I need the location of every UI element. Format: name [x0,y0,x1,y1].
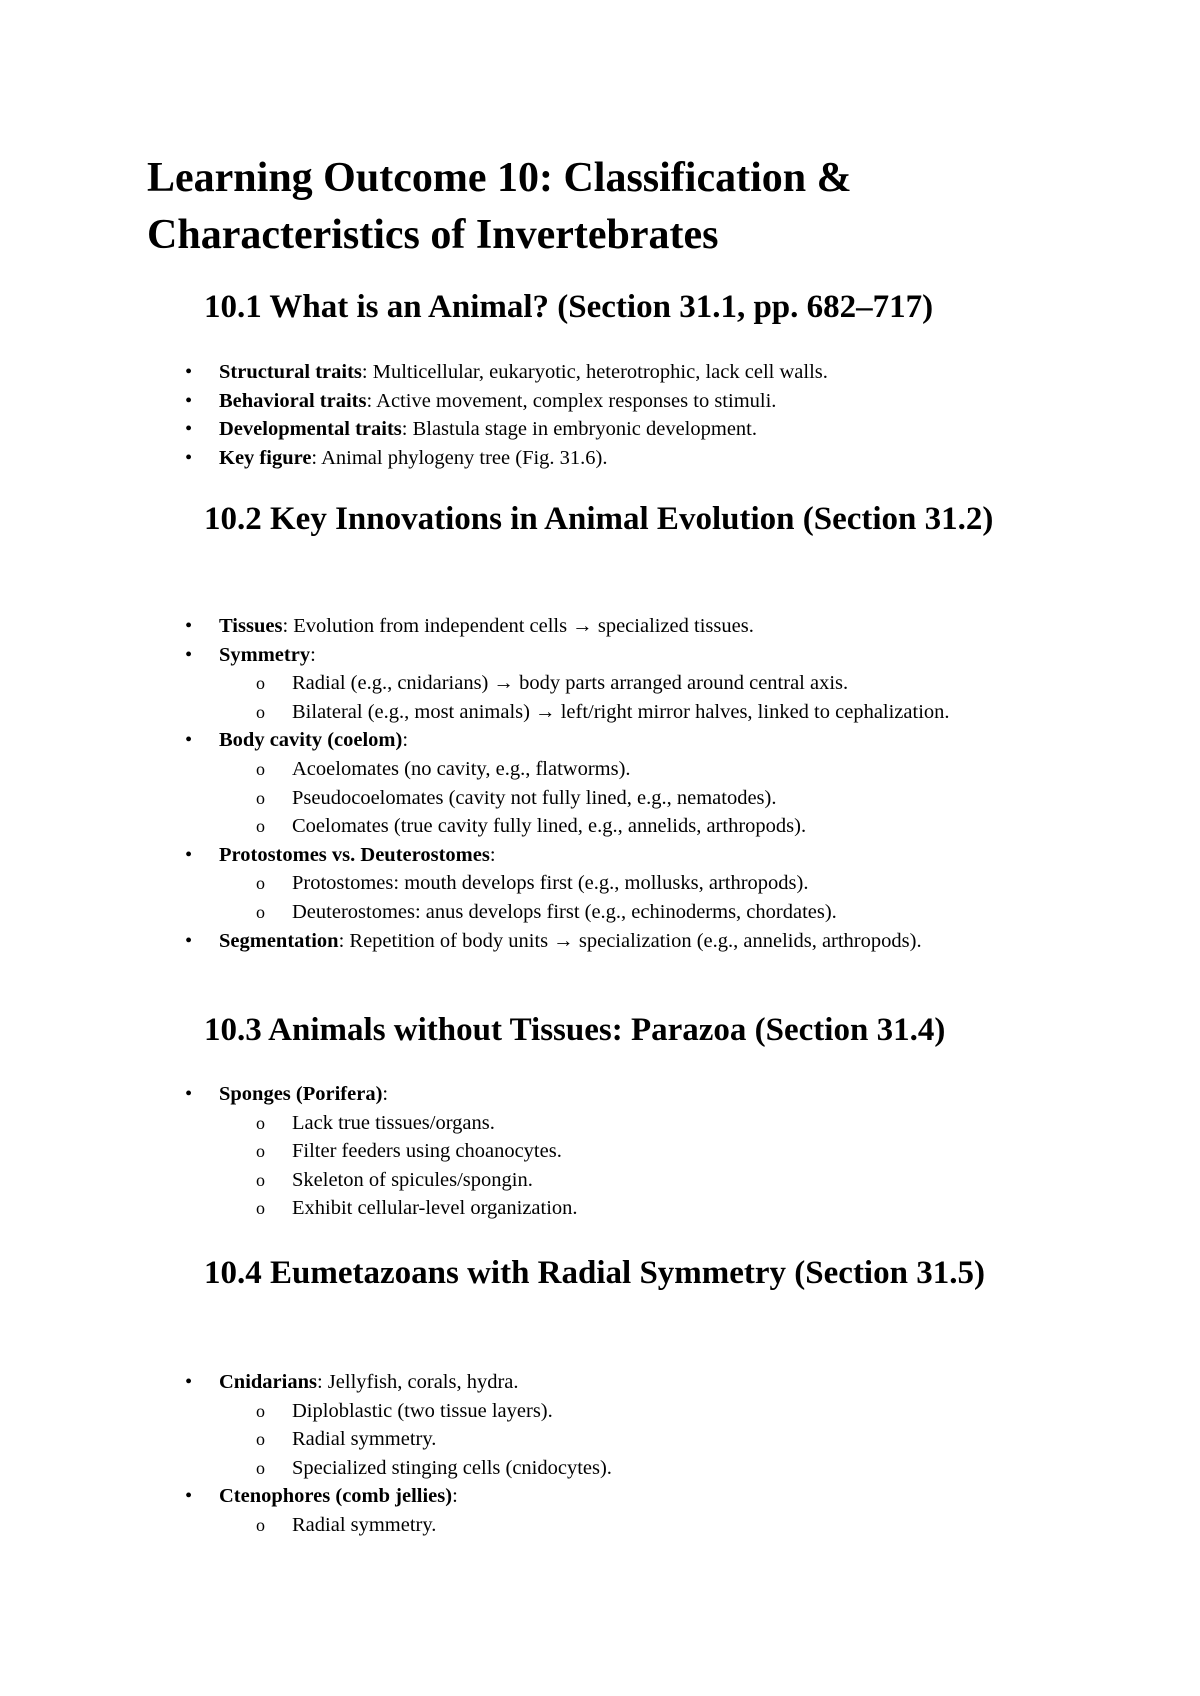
item-text: : [489,843,496,866]
sub-list [219,669,1120,726]
section-list-10-2 [0,612,1120,955]
item-text: : Animal phylogeny tree (Fig. 31.6). [311,446,608,469]
sub-list-item: o Filter feeders using choanocytes. [292,1137,1120,1166]
list-item [0,927,1120,956]
list-item [0,1368,1120,1482]
sub-list-item: o Deuterostomes: anus develops first (e.g., echinoderms, chordates). [292,898,1120,927]
section-heading-10-4: 10.4 Eumetazoans with Radial Symmetry (Section 31.5) [204,1255,985,1291]
item-text: : [452,1485,458,1508]
item-label: Key figure [219,446,312,469]
sub-list-item: o Acoelomates (no cavity, e.g., flatworms). [292,755,1120,784]
item-text: : Multicellular, eukaryotic, heterotrophic, lack cell walls. [361,361,828,383]
item-label: Segmentation [219,929,339,952]
list-item [0,444,1120,473]
sub-list-item: o Exhibit cellular-level organization. [292,1194,1120,1223]
item-label: Behavioral traits [219,389,367,412]
list-item [0,415,1120,444]
sub-list-item: o Specialized stinging cells (cnidocytes). [292,1454,1120,1483]
section-heading-10-2: 10.2 Key Innovations in Animal Evolution (Section 31.2) [204,501,994,537]
item-label: Body cavity (coelom) [219,729,403,752]
sub-list-item: o Protostomes: mouth develops first (e.g., mollusks, arthropods). [292,869,1120,898]
sub-list [219,755,1120,841]
section-list-10-4 [0,1368,1120,1540]
item-text: : Active movement, complex responses to stimuli. [366,389,777,412]
item-label: Tissues [219,615,283,637]
item-text: : [382,1083,389,1105]
list-item [0,726,1120,840]
section-list-10-3 [0,1080,1120,1223]
sub-list-item: o Diploblastic (two tissue layers). [292,1397,1120,1426]
document-title: Learning Outcome 10: Classification & Characteristics of Invertebrates [147,155,852,258]
item-label: Cnidarians [219,1371,317,1393]
list-item [0,612,1120,641]
item-text: : Blastula stage in embryonic development. [401,418,757,441]
sub-list-item: o Lack true tissues/organs. [292,1109,1120,1138]
item-text: : [402,729,409,752]
list-item [0,1482,1120,1539]
item-text: : Repetition of body units → specialization (e.g., annelids, arthropods). [338,929,922,952]
item-label: Ctenophores (comb jellies) [219,1485,453,1508]
list-item [0,1080,1120,1223]
sub-list-item: o Radial (e.g., cnidarians) → body parts arranged around central axis. [292,669,1120,698]
sub-list [219,1397,1120,1483]
section-list-10-1 [0,358,1120,472]
sub-list [219,1109,1120,1223]
sub-list-item: o Radial symmetry. [292,1511,1120,1540]
item-label: Protostomes vs. Deuterostomes [219,843,490,866]
item-label: Sponges (Porifera) [219,1083,383,1105]
item-text: : [310,643,316,666]
list-item [0,358,1120,387]
list-item [0,641,1120,727]
sub-list [219,1511,1120,1540]
list-item [0,387,1120,416]
item-label: Developmental traits [219,418,402,441]
sub-list-item: o Bilateral (e.g., most animals) → left/right mirror halves, linked to cephalization. [292,698,1120,727]
item-label: Symmetry [219,643,311,666]
sub-list-item: o Coelomates (true cavity fully lined, e.g., annelids, arthropods). [292,812,1120,841]
list-item [0,841,1120,927]
sub-list-item: o Pseudocoelomates (cavity not fully lined, e.g., nematodes). [292,784,1120,813]
section-heading-10-3: 10.3 Animals without Tissues: Parazoa (Section 31.4) [204,1012,946,1048]
sub-list [219,869,1120,926]
item-label: Structural traits [219,361,362,383]
sub-list-item: o Skeleton of spicules/spongin. [292,1166,1120,1195]
section-heading-10-1: 10.1 What is an Animal? (Section 31.1, pp. 682–717) [204,289,934,325]
item-text: : Jellyfish, corals, hydra. [316,1371,519,1393]
sub-list-item: o Radial symmetry. [292,1425,1120,1454]
item-text: : Evolution from independent cells → specialized tissues. [282,615,754,637]
